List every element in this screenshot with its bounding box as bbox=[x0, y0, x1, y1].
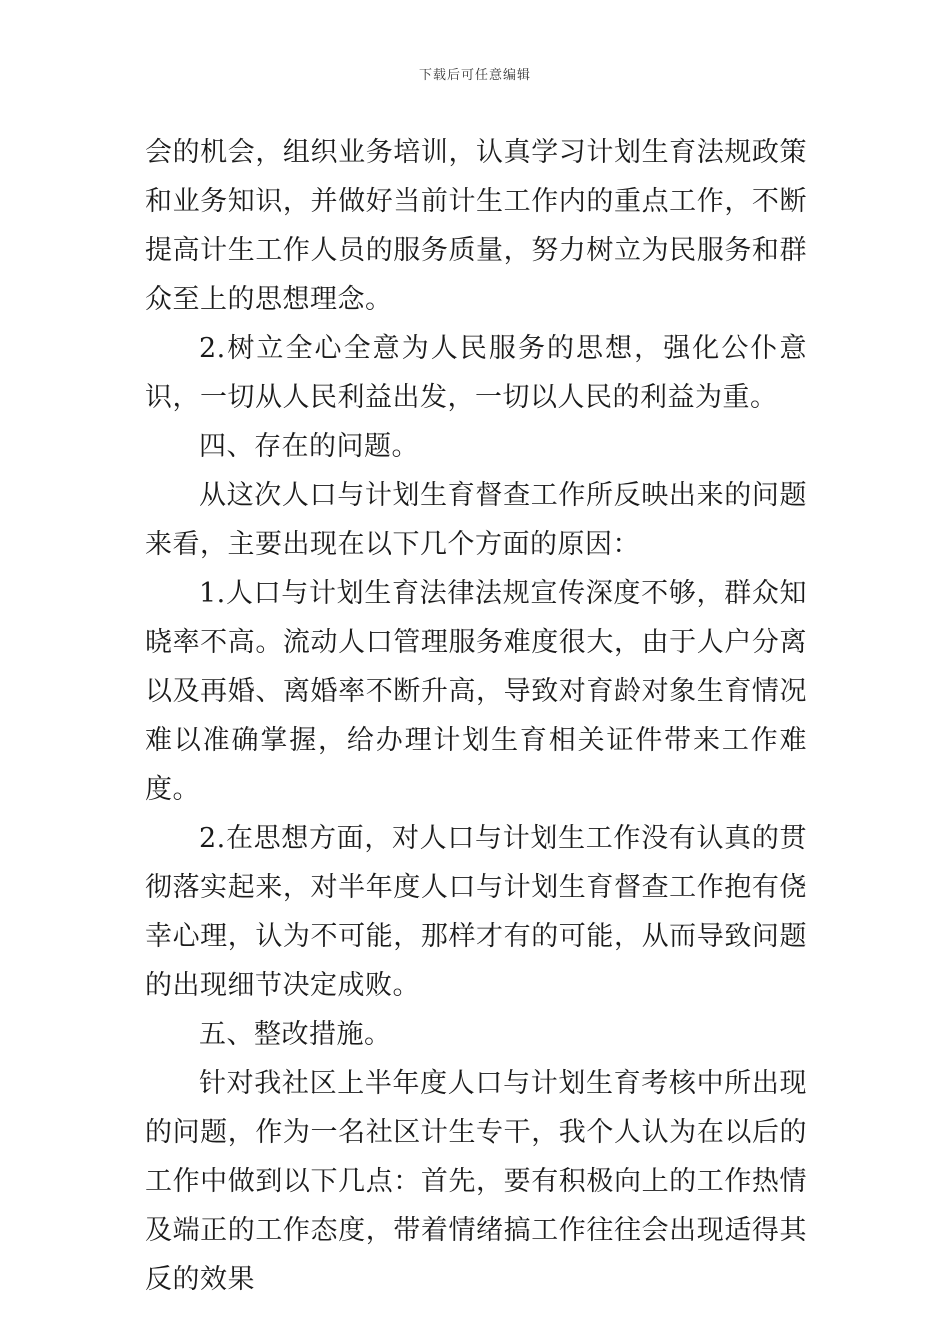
section-heading-5: 五、整改措施。 bbox=[199, 1019, 392, 1050]
paragraph-8: 针对我社区上半年度人口与计划生育考核中所出现的问题，作为一名社区计生专干，我个人认为在以后的工作中做到以下几点：首先，要有积极向上的工作热情及端正的工作态度，带着情绪搞工作往往会出现适得其反的效果 bbox=[145, 1068, 807, 1295]
paragraph-5: 1.人口与计划生育法律法规宣传深度不够，群众知晓率不高。流动人口管理服务难度很大，由于人户分离以及再婚、离婚率不断升高，导致对育龄对象生育情况难以准确掌握，给办理计划生育相关证件带来工作难度。 bbox=[145, 578, 807, 805]
section-heading-4: 四、存在的问题。 bbox=[199, 431, 419, 462]
paragraph-2: 2.树立全心全意为人民服务的思想，强化公仆意识，一切从人民利益出发，一切以人民的利益为重。 bbox=[145, 333, 807, 413]
paragraph-6: 2.在思想方面，对人口与计划生工作没有认真的贯彻落实起来，对半年度人口与计划生育督查工作抱有侥幸心理，认为不可能，那样才有的可能，从而导致问题的出现细节决定成败。 bbox=[145, 823, 807, 1001]
document-body bbox=[145, 128, 807, 1304]
header-note: 下载后可任意编辑 bbox=[418, 68, 531, 83]
paragraph-1: 会的机会，组织业务培训，认真学习计划生育法规政策和业务知识，并做好当前计生工作内的重点工作，不断提高计生工作人员的服务质量，努力树立为民服务和群众至上的思想理念。 bbox=[145, 137, 807, 315]
paragraph-4: 从这次人口与计划生育督查工作所反映出来的问题来看，主要出现在以下几个方面的原因： bbox=[145, 480, 807, 560]
